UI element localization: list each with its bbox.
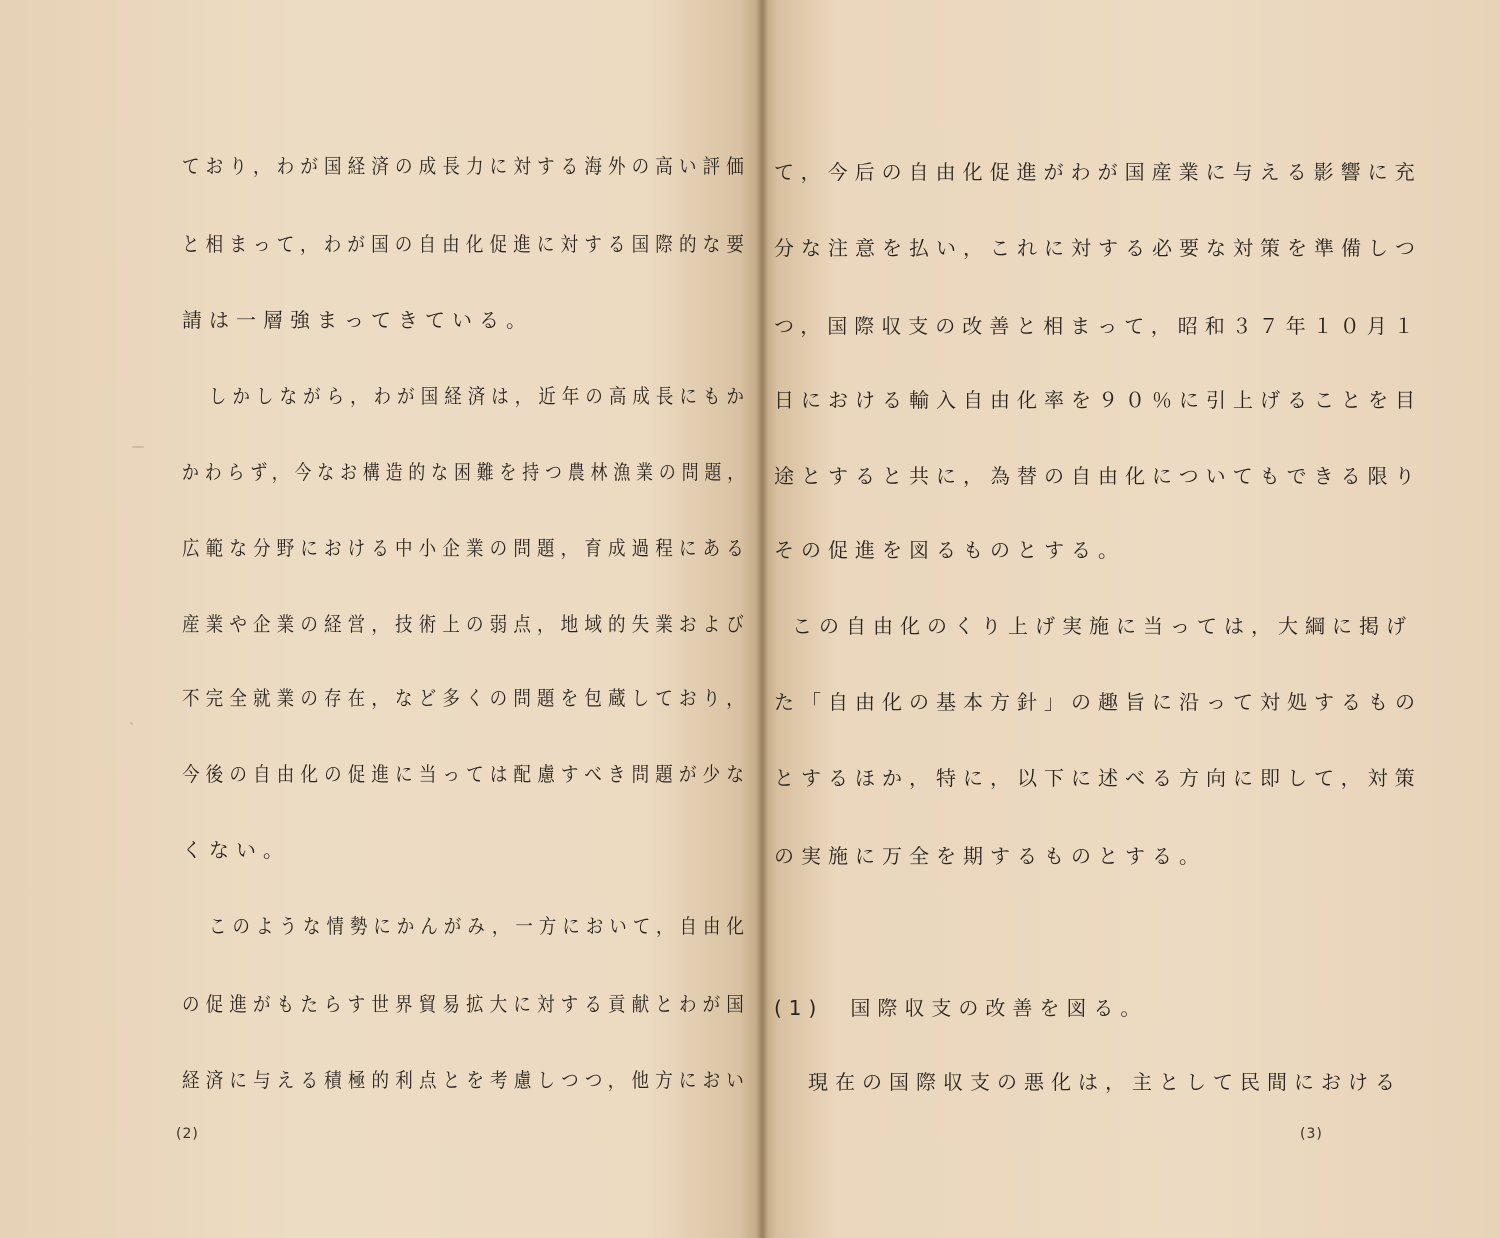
right-line-5: 途とすると共に，為替の自由化についてもできる限り: [774, 464, 1422, 488]
ink-mark: [132, 446, 144, 448]
left-line-4: しかしながら，わが国経済は，近年の高成長にもか: [209, 384, 751, 408]
right-line-6: その促進を図るものとする。: [774, 538, 1125, 562]
left-line-9: 今後の自由化の促進に当っては配慮すべき問題が少な: [182, 762, 751, 786]
right-line-10: の実施に万全を期するものとする。: [774, 844, 1206, 868]
left-line-5: かわらず，今なお構造的な困難を持つ農林漁業の問題，: [182, 460, 751, 484]
right-line-7: この自由化のくり上げ実施に当っては，大綱に掲げ: [792, 614, 1413, 638]
right-line-3: つ，国際収支の改善と相まって，昭和３７年１０月１: [774, 314, 1421, 338]
right-line-4: 日における輸入自由化率を９０％に引上げることを目: [774, 388, 1422, 412]
left-line-3: 請は一層強まってきている。: [182, 308, 533, 332]
right-line-1: て，今后の自由化促進がわが国産業に与える影響に充: [774, 160, 1422, 184]
left-line-2: と相まって，わが国の自由化促進に対する国際的な要: [182, 232, 751, 256]
left-line-10: くない。: [182, 838, 290, 862]
left-line-11: このような情勢にかんがみ，一方において，自由化: [209, 914, 750, 938]
right-line-12: 現在の国際収支の悪化は，主として民間における: [808, 1070, 1402, 1094]
right-page-number: (3): [1300, 1126, 1323, 1142]
right-line-8: た「自由化の基本方針」の趣旨に沿って対処するもの: [774, 690, 1422, 714]
left-line-6: 広範な分野における中小企業の問題，育成過程にある: [182, 536, 750, 560]
left-line-13: 経済に与える積極的利点とを考慮しつつ，他方におい: [182, 1068, 750, 1092]
right-line-2: 分な注意を払い，これに対する必要な対策を準備しつ: [774, 236, 1422, 260]
left-line-12: の促進がもたらす世界貿易拡大に対する貢献とわが国: [182, 992, 750, 1016]
right-line-11: (1) 国際収支の改善を図る。: [774, 996, 1148, 1020]
right-page: [762, 0, 1500, 1238]
left-line-7: 産業や企業の経営，技術上の弱点，地域的失業および: [182, 612, 750, 636]
ink-mark: [130, 722, 133, 725]
right-line-9: とするほか，特に，以下に述べる方向に即して，対策: [774, 766, 1422, 790]
left-line-1: ており，わが国経済の成長力に対する海外の高い評価: [182, 154, 750, 178]
left-line-8: 不完全就業の存在，など多くの問題を包蔵しており，: [182, 686, 750, 710]
left-page-number: (2): [176, 1126, 199, 1142]
book-gutter: [756, 0, 768, 1238]
